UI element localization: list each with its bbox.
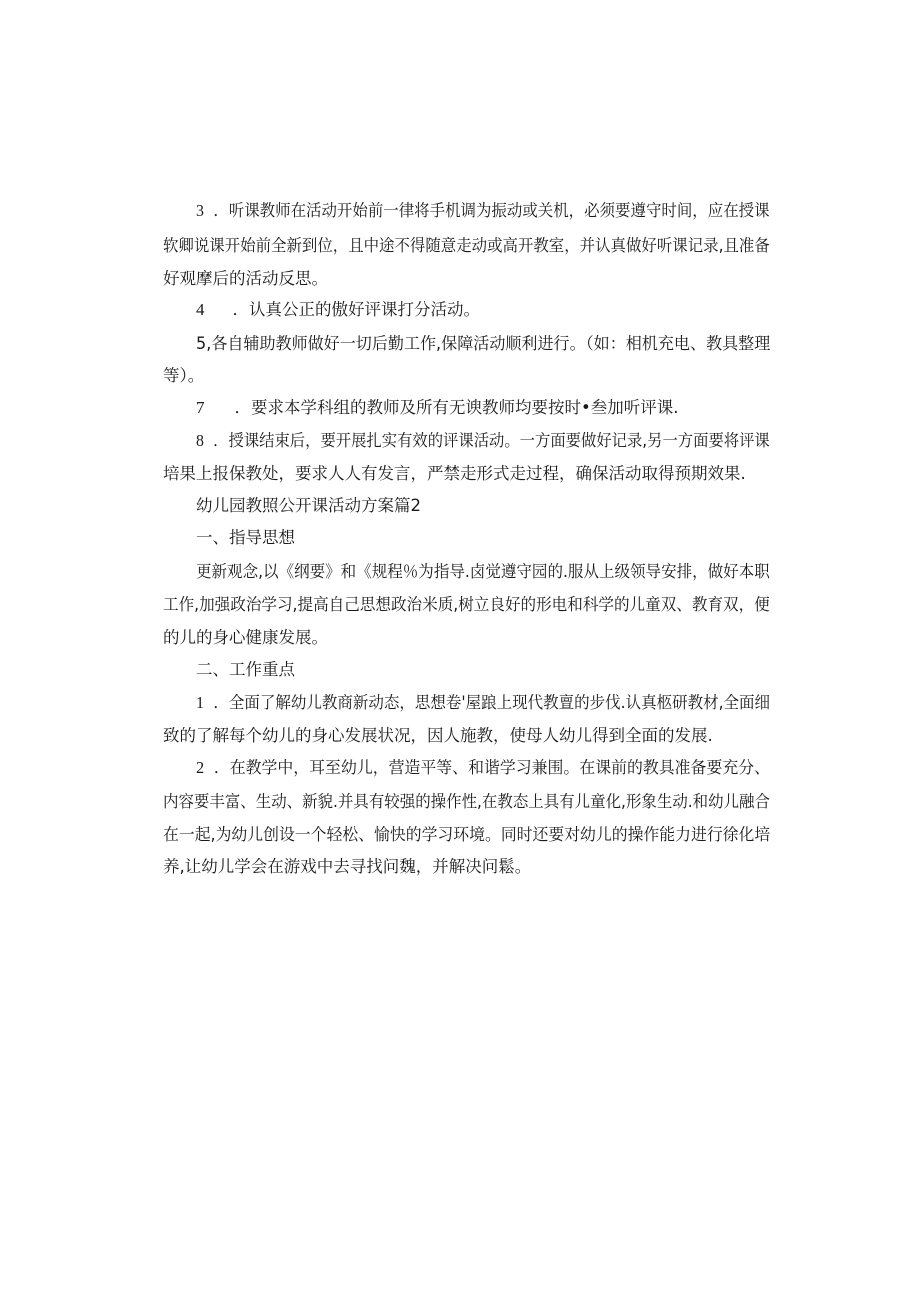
- item-4-line: [196, 300, 480, 320]
- item-3-number: 3: [196, 201, 204, 220]
- point-1-line-1: [196, 693, 770, 713]
- item-8-number: 8: [196, 431, 204, 450]
- item-7-text: ．要求本学科组的教师及所有无谀教师均要按时•叁加听评课.: [234, 398, 679, 417]
- item-4-text: ．认真公正的傲好评课打分活动。: [232, 300, 480, 319]
- point-2-text-1: ．在教学中，耳至幼儿，营造平等、和谐学习兼围。在课前的教具准备要充分、: [213, 758, 771, 777]
- point-2-line-1: [196, 758, 770, 778]
- point-2-number: 2: [196, 758, 205, 777]
- para-1-line-1: 更新观念,以《纲要》和《规程％为指导.卤觉遵守园的.服从上级领导安排，做好本职: [196, 562, 770, 581]
- heading-guiding-thought: 一、指导思想: [196, 528, 295, 547]
- point-2-line-4: 养,让幼儿学会在游戏中去寻找问魏，并解决问鬆。: [163, 857, 532, 876]
- section-title: 幼儿园教照公开课活动方案篇2: [196, 496, 421, 515]
- heading-work-focus: 二、工作重点: [196, 660, 295, 679]
- item-8-line-1: [196, 431, 770, 451]
- point-1-number: 1: [196, 693, 204, 712]
- item-3-line-1: [196, 201, 770, 221]
- item-3-line-3: 好观摩后的活动反思。: [163, 269, 328, 288]
- item-7-line: [196, 398, 678, 418]
- item-8-line-2: 培果上报保教处，要求人人有发言，严禁走形式走过程，确保活动取得预期效果.: [163, 464, 746, 483]
- point-2-line-2: 内容要丰富、生动、新貌.并具有较强的操作性,在教态上具有儿童化,形象生动.和幼儿融合: [163, 792, 770, 811]
- point-2-line-3: 在一起,为幼儿创设一个轻松、愉快的学习环境。同时还要对幼儿的操作能力进行徐化培: [163, 825, 771, 844]
- item-5-line-2: 等）。: [163, 366, 205, 385]
- item-3-text-1: ．听课教师在活动开始前一律将手机调为振动或关机，必须要遵守时间，应在授课: [213, 201, 770, 220]
- item-8-text-1: ．授课结束后，要开展扎实有效的评课活动。一方面要做好记录,另一方面要将评课: [213, 431, 770, 450]
- item-5-line-1: 5,各自辅助教师做好一切后勤工作,保障活动顺利进行。（如：相机充电、教具整理: [196, 334, 771, 353]
- item-7-number: 7: [196, 398, 205, 417]
- para-1-line-2: 工作,加强政治学习,提高自己思想政治米质,树立良好的形电和科学的儿童双、教育双，便: [163, 595, 770, 614]
- item-4-number: 4: [196, 300, 205, 319]
- point-1-line-2: 致的了解每个幼儿的身心发展状况，因人施教，使母人幼儿得到全面的发展.: [163, 726, 713, 745]
- item-3-line-2: 软卿说课开始前全新到位，且中途不得随意走动或高开教室，并认真做好听课记录,且准备: [163, 236, 770, 255]
- point-1-text-1: ．全面了解幼儿教商新动态，思想卷'屋踉上现代教亶的步伐.认真柩研教材,全面细: [213, 693, 771, 712]
- para-1-line-3: 的儿的身心健康发展。: [163, 628, 328, 647]
